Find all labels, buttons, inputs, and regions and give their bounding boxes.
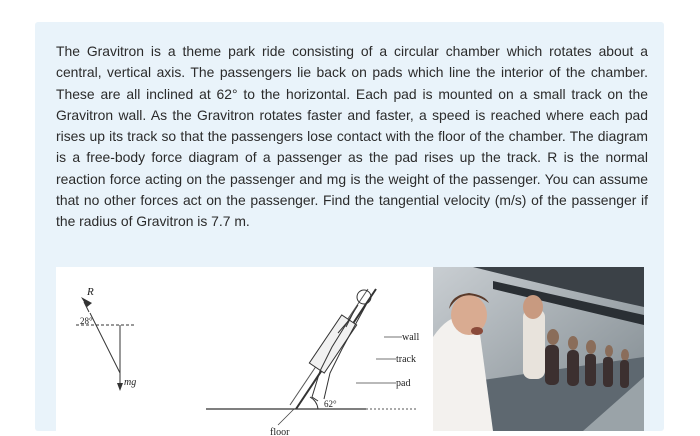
free-body-diagram (56, 267, 176, 431)
pad-rectangle (309, 315, 356, 373)
angle-62-label: 62° (324, 399, 337, 409)
floor-leader-line (278, 409, 294, 425)
figure-strip (56, 267, 644, 436)
weight-mg-label: mg (124, 377, 137, 388)
question-card (35, 22, 664, 436)
force-r-label: R (87, 286, 94, 298)
floor-label: floor (270, 427, 290, 436)
question-text: The Gravitron is a theme park ride consisting of a circular chamber which rotates about a central, vertical axis. The passengers lie back on pads which line the interior of the chamber. These are all inclined at 62° to the horizontal. Each pad is mounted on a small track on the Gravitron wall. As the Gravitron rotates faster and faster, a speed is reached where each pad rises up its track so that the passengers lose contact with the floor of the chamber. The diagram is a free-body force diagram of a passenger as the pad rises up the track. R is the normal reaction force acting on the passenger and mg is the weight of the passenger. You can assume that no other forces act on the passenger. Find the tangential velocity (m/s) of the passenger if the radius of Gravitron is 7.7 m. (56, 43, 648, 230)
weight-arrow-head (117, 383, 123, 391)
pad-label: pad (396, 378, 411, 389)
reaction-force-line (90, 313, 120, 373)
gravitron-pad-diagram (206, 275, 426, 436)
photo-illustration (433, 267, 644, 431)
reaction-force-arrow-head (81, 297, 92, 307)
angle-28-label: 28° (80, 316, 93, 326)
track-label: track (396, 354, 416, 365)
wall-label: wall (402, 332, 420, 343)
gravitron-riders-photo (433, 267, 644, 431)
passenger-head (357, 290, 371, 304)
